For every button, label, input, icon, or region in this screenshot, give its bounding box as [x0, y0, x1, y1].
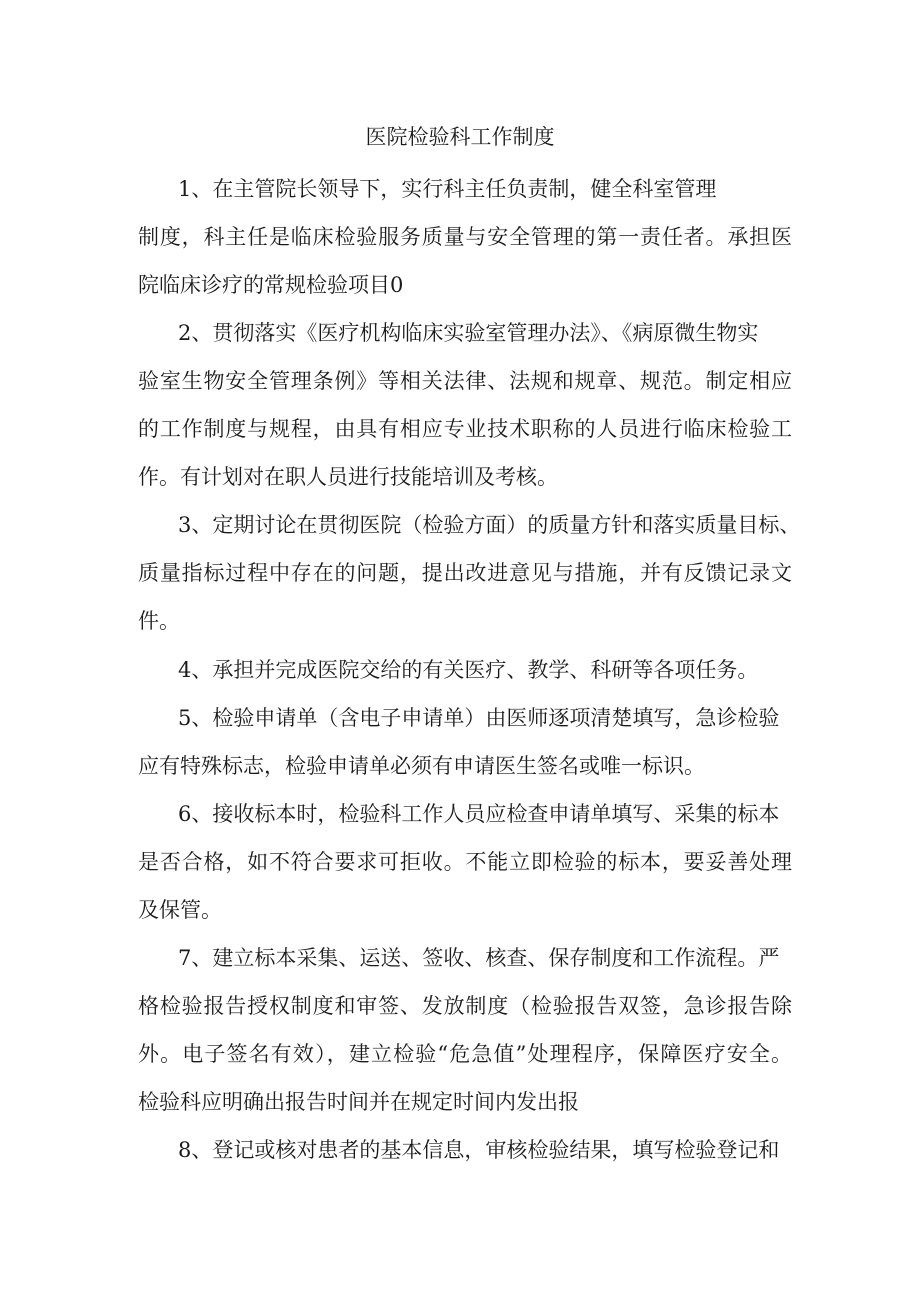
- paragraph-1-line-2: 制度，科主任是临床检验服务质量与安全管理的第一责任者。承担医: [138, 225, 792, 249]
- paragraph-3-line-2: 质量指标过程中存在的问题，提出改进意见与措施，并有反馈记录文: [138, 561, 792, 585]
- paragraph-6-line-1: 6、接收标本时，检验科工作人员应检查申请单填写、采集的标本: [178, 802, 780, 826]
- paragraph-8-line-1: 8、登记或核对患者的基本信息，审核检验结果，填写检验登记和: [178, 1138, 780, 1162]
- paragraph-2-line-3: 的工作制度与规程，由具有相应专业技术职称的人员进行临床检验工: [138, 417, 792, 441]
- paragraph-3-line-1: 3、定期讨论在贯彻医院（检验方面）的质量方针和落实质量目标、: [178, 513, 801, 537]
- paragraph-1-line-1: 1、在主管院长领导下，实行科主任负责制，健全科室管理: [178, 177, 717, 201]
- paragraph-4-line-1: 4、承担并完成医院交给的有关医疗、教学、科研等各项任务。: [178, 658, 759, 682]
- paragraph-3-line-3: 件。: [138, 609, 180, 633]
- paragraph-7-line-4: 检验科应明确出报告时间并在规定时间内发出报: [138, 1090, 579, 1114]
- paragraph-7-line-1: 7、建立标本采集、运送、签收、核查、保存制度和工作流程。严: [178, 946, 780, 970]
- paragraph-5-line-2: 应有特殊标志，检验申请单必须有申请医生签名或唯一标识。: [138, 754, 705, 778]
- paragraph-5-line-1: 5、检验申请单（含电子申请单）由医师逐项清楚填写，急诊检验: [178, 706, 780, 730]
- paragraph-2-line-4: 作。有计划对在职人员进行技能培训及考核。: [138, 465, 558, 489]
- paragraph-2-line-2: 验室生物安全管理条例》等相关法律、法规和规章、规范。制定相应: [138, 369, 792, 393]
- document-title: 医院检验科工作制度: [365, 125, 555, 149]
- paragraph-7-line-3: 外。电子签名有效），建立检验“危急值”处理程序，保障医疗安全。: [138, 1042, 792, 1066]
- paragraph-2-line-1: 2、贯彻落实《医疗机构临床实验室管理办法》、《病原微生物实: [178, 321, 759, 345]
- paragraph-6-line-2: 是否合格，如不符合要求可拒收。不能立即检验的标本，要妥善处理: [138, 850, 792, 874]
- paragraph-6-line-3: 及保管。: [138, 898, 222, 922]
- paragraph-1-line-3: 院临床诊疗的常规检验项目0: [138, 273, 404, 297]
- paragraph-7-line-2: 格检验报告授权制度和审签、发放制度（检验报告双签，急诊报告除: [138, 994, 792, 1018]
